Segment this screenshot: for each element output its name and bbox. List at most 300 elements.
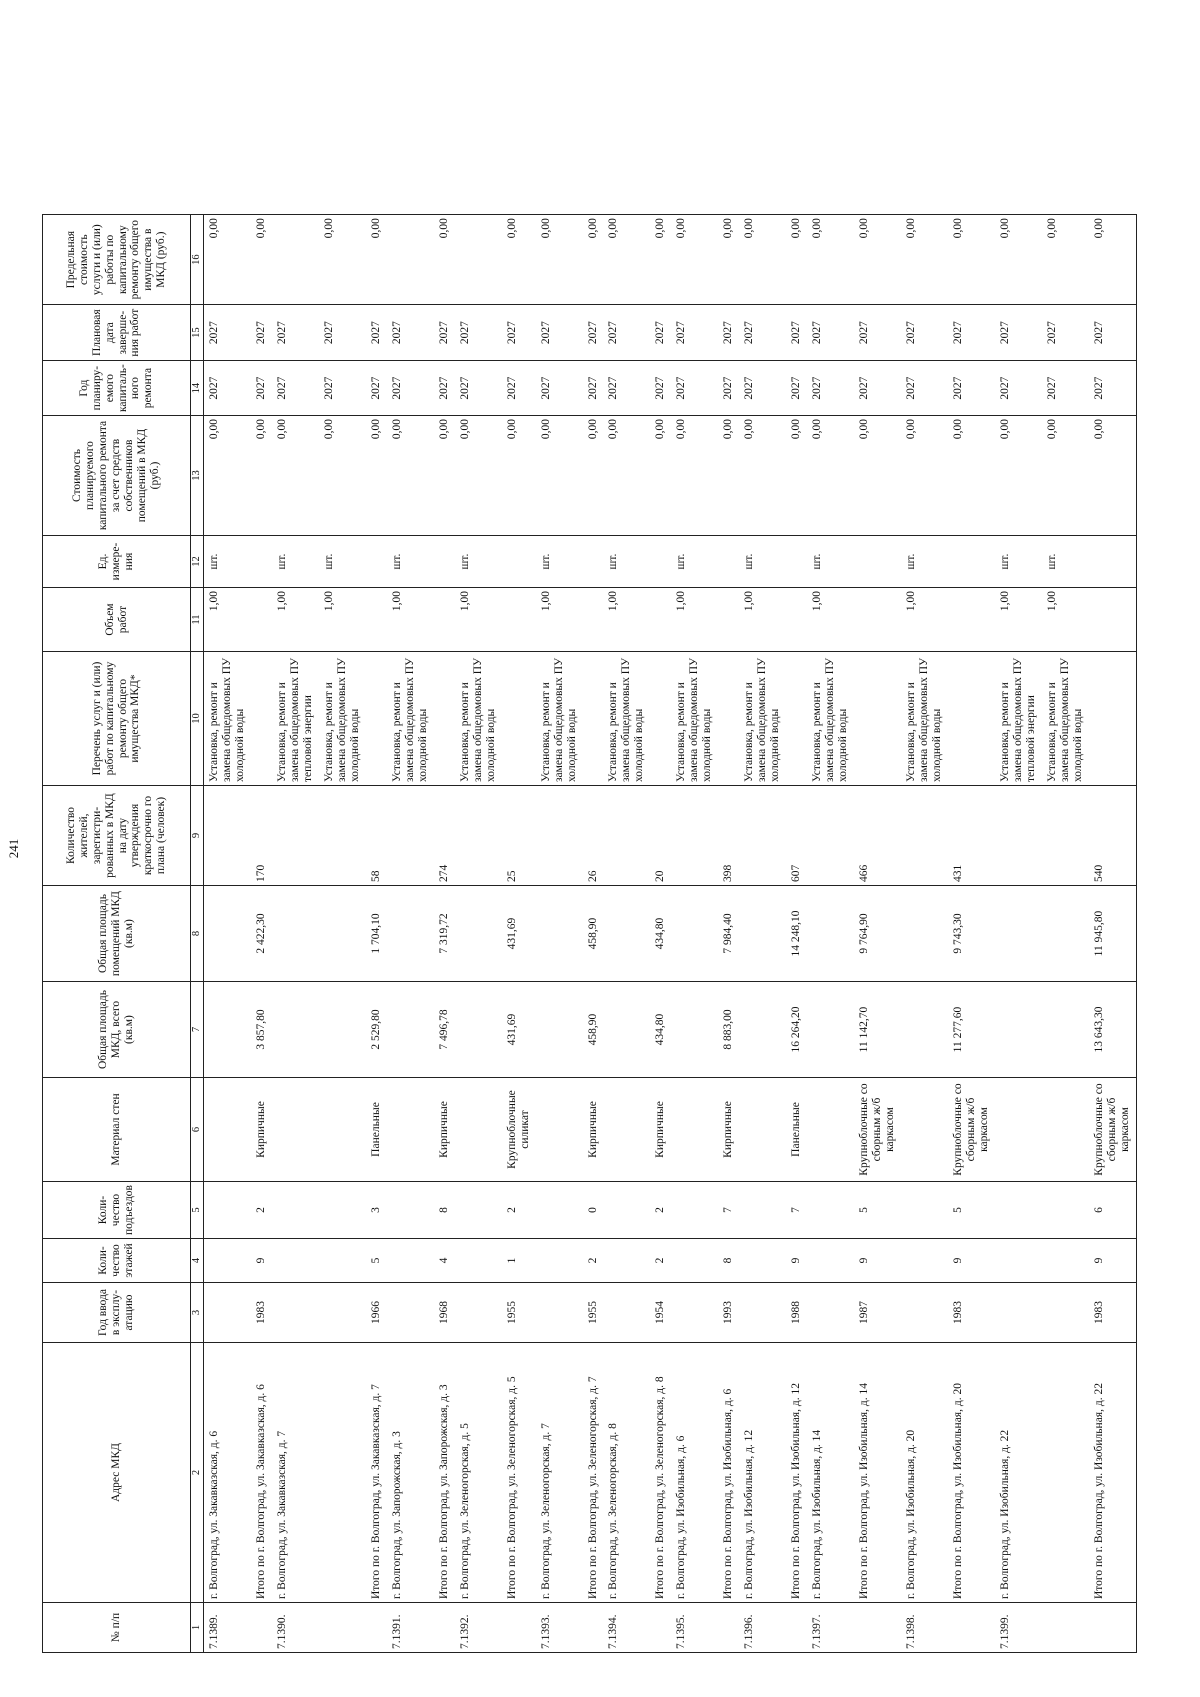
- work-description-cell: Установка, ремонт и замена общедомовых ПУ холодной воды: [319, 652, 366, 786]
- end-date-cell: 2027: [786, 305, 807, 361]
- limit-cost-cell: [387, 215, 434, 305]
- column-header: Перечень услуг и (или) работ по капитальному ремонту общего имущества МКД*: [43, 652, 191, 786]
- floors-cell: 5: [366, 1239, 387, 1283]
- table-row: [387, 215, 434, 1653]
- owner-cost-cell: 0,00: [718, 416, 739, 536]
- floors-cell: 9: [948, 1239, 995, 1283]
- row-number-cell: 7.1398.: [901, 1603, 948, 1653]
- limit-cost-cell: 0,00: [901, 215, 948, 305]
- wall-material-cell: Кирпичные: [583, 1078, 604, 1182]
- table-row: [272, 215, 319, 1653]
- limit-cost-cell: 0,00: [671, 215, 718, 305]
- work-volume-cell: 1,00: [739, 588, 786, 652]
- total-row: [786, 215, 807, 1653]
- work-description-cell: Установка, ремонт и замена общедомовых ПУ холодной воды: [536, 652, 583, 786]
- address-cell: Итого по г. Волгоград, ул. Зеленогорская, д. 5: [502, 1343, 536, 1603]
- column-number: 12: [191, 536, 204, 588]
- total-row: [366, 215, 387, 1653]
- limit-cost-cell: 0,00: [739, 215, 786, 305]
- address-cell: [1042, 1343, 1089, 1603]
- wall-material-cell: [1042, 1078, 1089, 1182]
- owner-cost-cell: 0,00: [203, 416, 250, 536]
- floors-cell: [671, 1239, 718, 1283]
- floors-cell: [739, 1239, 786, 1283]
- entrances-cell: 5: [948, 1182, 995, 1239]
- column-header: Общая площадь МКД, всего (кв.м): [43, 982, 191, 1078]
- total-area-cell: [901, 982, 948, 1078]
- column-number: 11: [191, 588, 204, 652]
- address-cell: г. Волгоград, ул. Закавказская, д. 6: [203, 1343, 250, 1603]
- total-row: [434, 215, 455, 1653]
- floors-cell: [455, 1239, 502, 1283]
- owner-cost-cell: 0,00: [387, 416, 434, 536]
- total-area-cell: 2 529,80: [366, 982, 387, 1078]
- year-built-cell: [387, 1283, 434, 1343]
- work-description-cell: Установка, ремонт и замена общедомовых ПУ холодной воды: [901, 652, 948, 786]
- column-header: Адрес МКД: [43, 1343, 191, 1603]
- unit-cell: шт.: [203, 536, 250, 588]
- column-header: Общая площадь помещений МКД (кв.м): [43, 886, 191, 982]
- address-cell: Итого по г. Волгоград, ул. Изобильная, д. 14: [854, 1343, 901, 1603]
- column-header: Стоимость планируемого капитального ремонта за счет средств собственников помещений в МКД (руб.): [43, 416, 191, 536]
- floors-cell: [807, 1239, 854, 1283]
- year-built-cell: 1993: [718, 1283, 739, 1343]
- table-row: [203, 215, 250, 1653]
- year-built-cell: 1983: [251, 1283, 272, 1343]
- premises-area-cell: [995, 886, 1042, 982]
- owner-cost-cell: 0,00: [251, 416, 272, 536]
- residents-cell: [536, 786, 583, 886]
- total-row: [948, 215, 995, 1653]
- row-number-cell: 7.1391.: [387, 1603, 434, 1653]
- column-number: 6: [191, 1078, 204, 1182]
- floors-cell: [272, 1239, 319, 1283]
- premises-area-cell: 2 422,30: [251, 886, 272, 982]
- year-built-cell: [536, 1283, 583, 1343]
- work-description-cell: [366, 652, 387, 786]
- unit-cell: [251, 536, 272, 588]
- wall-material-cell: [807, 1078, 854, 1182]
- unit-cell: шт.: [319, 536, 366, 588]
- row-number-cell: [502, 1603, 536, 1653]
- table-row: [807, 215, 854, 1653]
- entrances-cell: 7: [786, 1182, 807, 1239]
- column-number: 8: [191, 886, 204, 982]
- wall-material-cell: Кирпичные: [251, 1078, 272, 1182]
- limit-cost-cell: 0,00: [718, 215, 739, 305]
- end-date-cell: 2027: [603, 305, 650, 361]
- floors-cell: 1: [502, 1239, 536, 1283]
- owner-cost-cell: 0,00: [1089, 416, 1136, 536]
- residents-cell: 25: [502, 786, 536, 886]
- owner-cost-cell: 0,00: [366, 416, 387, 536]
- row-number-cell: 7.1395.: [671, 1603, 718, 1653]
- residents-cell: 466: [854, 786, 901, 886]
- unit-cell: шт.: [603, 536, 650, 588]
- premises-area-cell: 434,80: [650, 886, 671, 982]
- column-header: Коли-чество этажей: [43, 1239, 191, 1283]
- unit-cell: [1089, 536, 1136, 588]
- total-area-cell: [1042, 982, 1089, 1078]
- unit-cell: шт.: [387, 536, 434, 588]
- work-volume-cell: [948, 588, 995, 652]
- wall-material-cell: Крупноблочные со сборным ж/б каркасом: [948, 1078, 995, 1182]
- entrances-cell: 2: [251, 1182, 272, 1239]
- limit-cost-cell: 0,00: [603, 215, 650, 305]
- column-number: 5: [191, 1182, 204, 1239]
- owner-cost-cell: 0,00: [455, 416, 502, 536]
- unit-cell: шт.: [901, 536, 948, 588]
- wall-material-cell: [995, 1078, 1042, 1182]
- column-number: 3: [191, 1283, 204, 1343]
- work-description-cell: [786, 652, 807, 786]
- address-cell: Итого по г. Волгоград, ул. Изобильная, д. 22: [1089, 1343, 1136, 1603]
- end-date-cell: 2027: [434, 305, 455, 361]
- work-volume-cell: 1,00: [455, 588, 502, 652]
- column-header: Ед. измере-ния: [43, 536, 191, 588]
- work-description-cell: [650, 652, 671, 786]
- wall-material-cell: [603, 1078, 650, 1182]
- premises-area-cell: 9 743,30: [948, 886, 995, 982]
- year-built-cell: [739, 1283, 786, 1343]
- limit-cost-cell: 0,00: [1089, 215, 1136, 305]
- work-volume-cell: 1,00: [319, 588, 366, 652]
- plan-year-cell: 2027: [502, 361, 536, 416]
- total-area-cell: 13 643,30: [1089, 982, 1136, 1078]
- premises-area-cell: 1 704,10: [366, 886, 387, 982]
- address-cell: [319, 1343, 366, 1603]
- unit-cell: [948, 536, 995, 588]
- table-row: [739, 215, 786, 1653]
- row-number-cell: 7.1389.: [203, 1603, 250, 1653]
- limit-cost-cell: 0,00: [536, 215, 583, 305]
- residents-cell: [387, 786, 434, 886]
- total-area-cell: [739, 982, 786, 1078]
- row-number-cell: [583, 1603, 604, 1653]
- work-description-cell: [434, 652, 455, 786]
- column-header: Количество жителей, зарегистри-рованных в МКД на дату утверждения краткосрочно го плана (человек): [43, 786, 191, 886]
- row-number-cell: 7.1396.: [739, 1603, 786, 1653]
- entrances-cell: 3: [366, 1182, 387, 1239]
- limit-cost-cell: 0,00: [854, 215, 901, 305]
- residents-cell: [319, 786, 366, 886]
- owner-cost-cell: 0,00: [1042, 416, 1089, 536]
- plan-year-cell: 2027: [671, 361, 718, 416]
- end-date-cell: 2027: [948, 305, 995, 361]
- column-number: 4: [191, 1239, 204, 1283]
- floors-cell: [995, 1239, 1042, 1283]
- row-number-cell: 7.1390.: [272, 1603, 319, 1653]
- unit-cell: [786, 536, 807, 588]
- year-built-cell: 1966: [366, 1283, 387, 1343]
- row-number-cell: [319, 1603, 366, 1653]
- end-date-cell: 2027: [251, 305, 272, 361]
- column-number: 9: [191, 786, 204, 886]
- work-description-cell: [251, 652, 272, 786]
- row-number-cell: [1089, 1603, 1136, 1653]
- unit-cell: [502, 536, 536, 588]
- entrances-cell: 8: [434, 1182, 455, 1239]
- plan-year-cell: 2027: [536, 361, 583, 416]
- end-date-cell: 2027: [366, 305, 387, 361]
- owner-cost-cell: 0,00: [650, 416, 671, 536]
- plan-year-cell: 2027: [807, 361, 854, 416]
- row-number-cell: [786, 1603, 807, 1653]
- table-row: [1042, 215, 1089, 1653]
- end-date-cell: 2027: [536, 305, 583, 361]
- owner-cost-cell: 0,00: [536, 416, 583, 536]
- work-description-cell: Установка, ремонт и замена общедомовых ПУ холодной воды: [807, 652, 854, 786]
- floors-cell: 8: [718, 1239, 739, 1283]
- plan-year-cell: 2027: [1042, 361, 1089, 416]
- total-area-cell: 8 883,00: [718, 982, 739, 1078]
- address-cell: г. Волгоград, ул. Зеленогорская, д. 5: [455, 1343, 502, 1603]
- total-row: [1089, 215, 1136, 1653]
- premises-area-cell: [1042, 886, 1089, 982]
- table-row: [901, 215, 948, 1653]
- year-built-cell: 1987: [854, 1283, 901, 1343]
- column-header: Коли-чество подъездов: [43, 1182, 191, 1239]
- residents-cell: 26: [583, 786, 604, 886]
- residents-cell: 398: [718, 786, 739, 886]
- total-row: [650, 215, 671, 1653]
- work-description-cell: [1089, 652, 1136, 786]
- floors-cell: 2: [583, 1239, 604, 1283]
- work-description-cell: Установка, ремонт и замена общедомовых ПУ холодной воды: [387, 652, 434, 786]
- owner-cost-cell: 0,00: [319, 416, 366, 536]
- total-area-cell: [807, 982, 854, 1078]
- table-row: [319, 215, 366, 1653]
- table-body: [203, 215, 1136, 1653]
- floors-cell: [1042, 1239, 1089, 1283]
- unit-cell: шт.: [739, 536, 786, 588]
- plan-year-cell: 2027: [366, 361, 387, 416]
- limit-cost-cell: 0,00: [203, 215, 250, 305]
- column-header: Год ввода в эксплу-атацию: [43, 1283, 191, 1343]
- entrances-cell: [995, 1182, 1042, 1239]
- premises-area-cell: 11 945,80: [1089, 886, 1136, 982]
- work-volume-cell: [854, 588, 901, 652]
- plan-year-cell: 2027: [786, 361, 807, 416]
- premises-area-cell: [319, 886, 366, 982]
- wall-material-cell: [455, 1078, 502, 1182]
- premises-area-cell: [807, 886, 854, 982]
- total-row: [854, 215, 901, 1653]
- residents-cell: [739, 786, 786, 886]
- total-area-cell: [319, 982, 366, 1078]
- total-area-cell: 431,69: [502, 982, 536, 1078]
- work-description-cell: Установка, ремонт и замена общедомовых ПУ тепловой энергии: [995, 652, 1042, 786]
- work-description-cell: Установка, ремонт и замена общедомовых ПУ холодной воды: [455, 652, 502, 786]
- total-area-cell: [536, 982, 583, 1078]
- plan-year-cell: 2027: [854, 361, 901, 416]
- owner-cost-cell: 0,00: [434, 416, 455, 536]
- plan-year-cell: 2027: [948, 361, 995, 416]
- limit-cost-cell: 0,00: [434, 215, 455, 305]
- work-volume-cell: [251, 588, 272, 652]
- work-description-cell: Установка, ремонт и замена общедомовых ПУ холодной воды: [603, 652, 650, 786]
- owner-cost-cell: 0,00: [671, 416, 718, 536]
- residents-cell: 540: [1089, 786, 1136, 886]
- address-cell: Итого по г. Волгоград, ул. Закавказская, д. 7: [366, 1343, 387, 1603]
- wall-material-cell: [203, 1078, 250, 1182]
- wall-material-cell: [387, 1078, 434, 1182]
- work-description-cell: Установка, ремонт и замена общедомовых ПУ холодной воды: [203, 652, 250, 786]
- row-number-cell: [948, 1603, 995, 1653]
- column-header: Предельная стоимость услуги и (или) работы по капитальному ремонту общего имущества в МКД (руб.): [43, 215, 191, 305]
- work-volume-cell: [786, 588, 807, 652]
- end-date-cell: 2027: [272, 305, 319, 361]
- premises-area-cell: [671, 886, 718, 982]
- entrances-cell: 2: [650, 1182, 671, 1239]
- address-cell: г. Волгоград, ул. Закавказская, д. 7: [272, 1343, 319, 1603]
- work-volume-cell: 1,00: [901, 588, 948, 652]
- limit-cost-cell: 0,00: [251, 215, 272, 305]
- year-built-cell: [671, 1283, 718, 1343]
- work-volume-cell: [1089, 588, 1136, 652]
- limit-cost-cell: 0,00: [502, 215, 536, 305]
- floors-cell: 2: [650, 1239, 671, 1283]
- end-date-cell: 2027: [1089, 305, 1136, 361]
- premises-area-cell: [203, 886, 250, 982]
- total-row: [583, 215, 604, 1653]
- limit-cost-cell: 0,00: [786, 215, 807, 305]
- end-date-cell: 2027: [502, 305, 536, 361]
- year-built-cell: 1983: [1089, 1283, 1136, 1343]
- address-cell: г. Волгоград, ул. Изобильная, д. 6: [671, 1343, 718, 1603]
- owner-cost-cell: 0,00: [948, 416, 995, 536]
- wall-material-cell: Кирпичные: [650, 1078, 671, 1182]
- end-date-cell: 2027: [583, 305, 604, 361]
- unit-cell: шт.: [536, 536, 583, 588]
- premises-area-cell: [739, 886, 786, 982]
- total-area-cell: [272, 982, 319, 1078]
- unit-cell: шт.: [995, 536, 1042, 588]
- entrances-cell: [901, 1182, 948, 1239]
- plan-year-cell: 2027: [583, 361, 604, 416]
- wall-material-cell: Крупноблочные со сборным ж/б каркасом: [1089, 1078, 1136, 1182]
- address-cell: Итого по г. Волгоград, ул. Зеленогорская, д. 7: [583, 1343, 604, 1603]
- work-description-cell: [502, 652, 536, 786]
- work-volume-cell: 1,00: [387, 588, 434, 652]
- total-area-cell: 434,80: [650, 982, 671, 1078]
- total-area-cell: 11 142,70: [854, 982, 901, 1078]
- floors-cell: [387, 1239, 434, 1283]
- plan-year-cell: 2027: [901, 361, 948, 416]
- address-cell: Итого по г. Волгоград, ул. Изобильная, д. 12: [786, 1343, 807, 1603]
- row-number-cell: [854, 1603, 901, 1653]
- work-description-cell: [948, 652, 995, 786]
- premises-area-cell: 7 984,40: [718, 886, 739, 982]
- premises-area-cell: [272, 886, 319, 982]
- row-number-cell: 7.1392.: [455, 1603, 502, 1653]
- work-volume-cell: [434, 588, 455, 652]
- owner-cost-cell: 0,00: [272, 416, 319, 536]
- year-built-cell: [455, 1283, 502, 1343]
- year-built-cell: [1042, 1283, 1089, 1343]
- table-row: [603, 215, 650, 1653]
- address-cell: г. Волгоград, ул. Изобильная, д. 20: [901, 1343, 948, 1603]
- owner-cost-cell: 0,00: [502, 416, 536, 536]
- entrances-cell: 2: [502, 1182, 536, 1239]
- plan-year-cell: 2027: [739, 361, 786, 416]
- plan-year-cell: 2027: [718, 361, 739, 416]
- row-number-cell: 7.1393.: [536, 1603, 583, 1653]
- column-number: 13: [191, 416, 204, 536]
- unit-cell: [366, 536, 387, 588]
- unit-cell: [583, 536, 604, 588]
- unit-cell: шт.: [272, 536, 319, 588]
- plan-year-cell: 2027: [203, 361, 250, 416]
- column-header: Год планиру-емого капиталь-ного ремонта: [43, 361, 191, 416]
- end-date-cell: 2027: [319, 305, 366, 361]
- entrances-cell: 5: [854, 1182, 901, 1239]
- wall-material-cell: Панельные: [786, 1078, 807, 1182]
- address-cell: г. Волгоград, ул. Зеленогорская, д. 7: [536, 1343, 583, 1603]
- year-built-cell: [603, 1283, 650, 1343]
- floors-cell: [901, 1239, 948, 1283]
- entrances-cell: [536, 1182, 583, 1239]
- floors-cell: [603, 1239, 650, 1283]
- column-number: 2: [191, 1343, 204, 1603]
- residents-cell: [1042, 786, 1089, 886]
- entrances-cell: [1042, 1182, 1089, 1239]
- column-number: 10: [191, 652, 204, 786]
- end-date-cell: 2027: [455, 305, 502, 361]
- owner-cost-cell: 0,00: [739, 416, 786, 536]
- premises-area-cell: [901, 886, 948, 982]
- end-date-cell: 2027: [807, 305, 854, 361]
- address-cell: г. Волгоград, ул. Изобильная, д. 12: [739, 1343, 786, 1603]
- end-date-cell: 2027: [739, 305, 786, 361]
- column-number: 7: [191, 982, 204, 1078]
- address-cell: Итого по г. Волгоград, ул. Запорожская, д. 3: [434, 1343, 455, 1603]
- limit-cost-cell: 0,00: [807, 215, 854, 305]
- residents-cell: [807, 786, 854, 886]
- total-area-cell: [671, 982, 718, 1078]
- year-built-cell: [272, 1283, 319, 1343]
- floors-cell: [536, 1239, 583, 1283]
- premises-area-cell: 458,90: [583, 886, 604, 982]
- limit-cost-cell: 0,00: [650, 215, 671, 305]
- work-volume-cell: [366, 588, 387, 652]
- unit-cell: шт.: [455, 536, 502, 588]
- entrances-cell: [603, 1182, 650, 1239]
- work-description-cell: [854, 652, 901, 786]
- limit-cost-cell: [272, 215, 319, 305]
- work-volume-cell: 1,00: [995, 588, 1042, 652]
- header-row: [43, 215, 191, 1653]
- entrances-cell: [272, 1182, 319, 1239]
- page-number: 241: [6, 838, 21, 859]
- wall-material-cell: Панельные: [366, 1078, 387, 1182]
- end-date-cell: 2027: [203, 305, 250, 361]
- limit-cost-cell: 0,00: [948, 215, 995, 305]
- work-volume-cell: 1,00: [807, 588, 854, 652]
- residents-cell: 58: [366, 786, 387, 886]
- floors-cell: [319, 1239, 366, 1283]
- row-number-cell: [718, 1603, 739, 1653]
- table-row: [536, 215, 583, 1653]
- unit-cell: шт.: [671, 536, 718, 588]
- total-area-cell: 458,90: [583, 982, 604, 1078]
- residents-cell: [671, 786, 718, 886]
- wall-material-cell: [536, 1078, 583, 1182]
- premises-area-cell: [455, 886, 502, 982]
- total-area-cell: 11 277,60: [948, 982, 995, 1078]
- limit-cost-cell: 0,00: [1042, 215, 1089, 305]
- owner-cost-cell: 0,00: [807, 416, 854, 536]
